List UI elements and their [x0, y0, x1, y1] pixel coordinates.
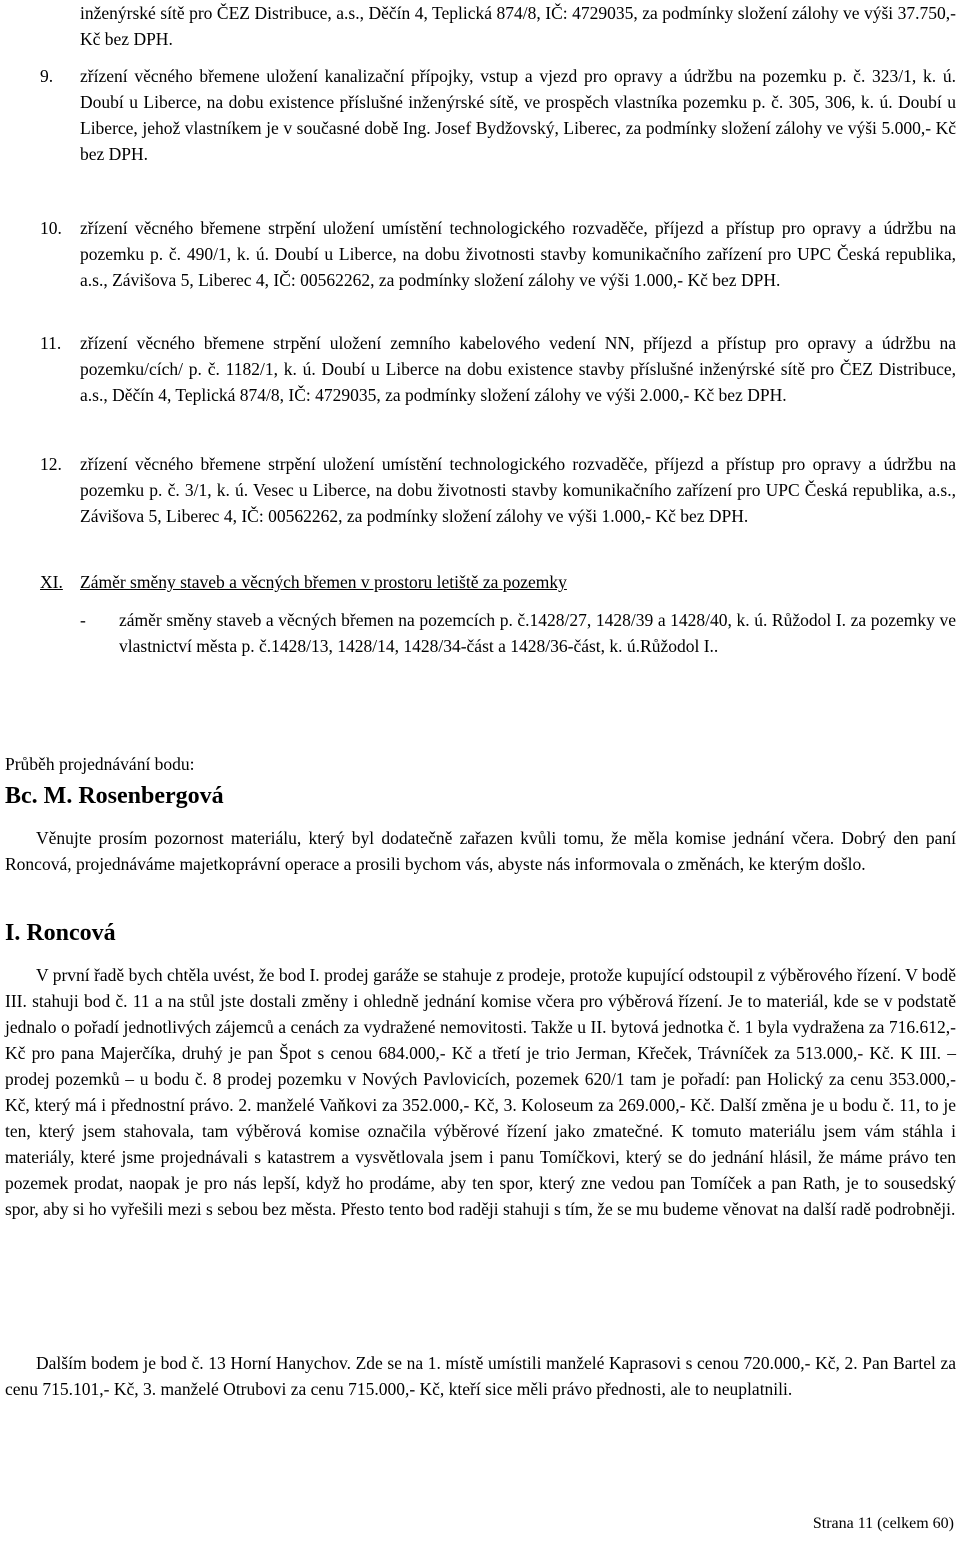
speaker-name: Bc. M. Rosenbergová — [5, 783, 224, 809]
list-item-12 — [40, 451, 956, 529]
item-number: 11. — [40, 333, 62, 353]
item-text: zřízení věcného břemene strpění uložení zemního kabelového vedení NN, příjezd a přístup pro opravy a údržbu na pozemku/cích/ p. č. 1182/1, k. ú. Doubí u Liberce na dobu existence stavby příslušné inženýrské sítě pro ČEZ Distribuce, a.s., Děčín 4, Teplická 874/8, IČ: 4729035, za podmínky složení zálohy ve výši 2.000,- Kč bez DPH. — [80, 333, 956, 405]
list-item-9 — [40, 63, 956, 167]
section-title: Záměr směny staveb a věcných břemen v prostoru letiště za pozemky — [80, 572, 567, 592]
item-text: zřízení věcného břemene uložení kanalizační přípojky, vstup a vjezd pro opravy a údržbu na pozemku p. č. 323/1, k. ú. Doubí u Liberce, na dobu existence příslušné inženýrské sítě, ve prospěch vlastníka pozemku p. č. 305, 306, k. ú. Doubí u Liberce, jehož vlastníkem je v současné době Ing. Josef Bydžovský, Liberec, za podmínky složení zálohy ve výši 5.000,- Kč bez DPH. — [80, 66, 956, 164]
section-heading — [40, 569, 567, 595]
speaker-paragraph: Věnujte prosím pozornost materiálu, který byl dodatečně zařazen kvůli tomu, že měla komise jednání včera. Dobrý den paní Roncová, projednáváme majetkoprávní operace a prosili bychom vás, abyste nás informovala o změnách, ke kterým došlo. — [5, 828, 956, 874]
section-bullet — [80, 607, 956, 659]
item-number: 9. — [40, 66, 54, 86]
speaker-name: I. Roncová — [5, 920, 116, 946]
item-text: zřízení věcného břemene strpění uložení umístění technologického rozvaděče, příjezd a přístup pro opravy a údržbu na pozemku p. č. 3/1, k. ú. Vesec u Liberce, na dobu životnosti stavby komunikačního zařízení pro UPC Česká republika, a.s., Závišova 5, Liberec 4, IČ: 00562262, za podmínky složení zálohy ve výši 1.000,- Kč bez DPH. — [80, 454, 956, 526]
bullet-dash: - — [80, 610, 86, 630]
discussion-label: Průběh projednávání bodu: — [5, 754, 195, 774]
bullet-text: záměr směny staveb a věcných břemen na pozemcích p. č.1428/27, 1428/39 a 1428/40, k. ú. Růžodol I. za pozemky ve vlastnictví města p. č.1428/13, 1428/14, 1428/34-část a 1428/36-část, k. ú.Růžodol I.. — [119, 610, 956, 656]
page-number: Strana 11 (celkem 60) — [812, 1515, 954, 1532]
list-item-10 — [40, 215, 956, 293]
continuation-text: inženýrské sítě pro ČEZ Distribuce, a.s., Děčín 4, Teplická 874/8, IČ: 4729035, za podmínky složení zálohy ve výši 37.750,- Kč bez DPH. — [80, 3, 956, 49]
speaker-paragraph: V první řadě bych chtěla uvést, že bod I. prodej garáže se stahuje z prodeje, protože kupující odstoupil z výběrového řízení. V bodě III. stahuji bod č. 11 a na stůl jste dostali změny i ohledně jednání komise včera pro výběrová řízení. Je to materiál, kde se v podstatě jednalo o pořadí jednotlivých zájemců a cenách za vydražené nemovitosti. Takže u II. bytová jednotka č. 1 byla vydražena za 716.612,- Kč pro pana Majerčíka, druhý je pan Špot s cenou 684.000,- Kč a třetí je trio Jerman, Křeček, Trávníček za 513.000,- Kč. K III. – prodej pozemků – u bodu č. 8 prodej pozemku v Nových Pavlovicích, pozemek 620/1 tam je pořadí: pan Holický za cenu 353.000,- Kč, který má i přednostní právo. 2. manželé Vaňkovi za 352.000,- Kč, 3. Koloseum za 269.000,- Kč. Další změna je u bodu č. 11, to je ten, který jsem stahovala, tam výběrová komise označila výběrové řízení jako zmatečné. K tomuto materiálu jsem vám stáhla i materiály, které jsme projednávali s katastrem a vysvětlovala jsem i panu Tomíčkovi, který se do jednání hlásil, že máme právo ten pozemek prodat, naopak je pro nás lepší, když ho prodáme, aby ten spor, který zne vedou pan Tomíček a pan Rath, je to sousedský spor, aby si ho vyřešili mezi s sebou bez města. Přesto tento bod raději stahuji s tím, že se mu budeme věnovat na další radě podrobněji. — [5, 965, 956, 1219]
list-item-11 — [40, 330, 956, 408]
speaker-paragraph: Dalším bodem je bod č. 13 Horní Hanychov. Zde se na 1. místě umístili manželé Kaprasovi s cenou 720.000,- Kč, 2. Pan Bartel za cenu 715.101,- Kč, 3. manželé Otrubovi za cenu 715.000,- Kč, kteří sice měli právo přednosti, ale to neuplatnili. — [5, 1353, 956, 1399]
item-text: zřízení věcného břemene strpění uložení umístění technologického rozvaděče, příjezd a přístup pro opravy a údržbu na pozemku p. č. 490/1, k. ú. Doubí u Liberce, na dobu životnosti stavby komunikačního zařízení pro UPC Česká republika, a.s., Závišova 5, Liberec 4, IČ: 00562262, za podmínky složení zálohy ve výši 1.000,- Kč bez DPH. — [80, 218, 956, 290]
item-number: 12. — [40, 454, 62, 474]
item-number: 10. — [40, 218, 62, 238]
section-number: XI. — [40, 572, 63, 592]
